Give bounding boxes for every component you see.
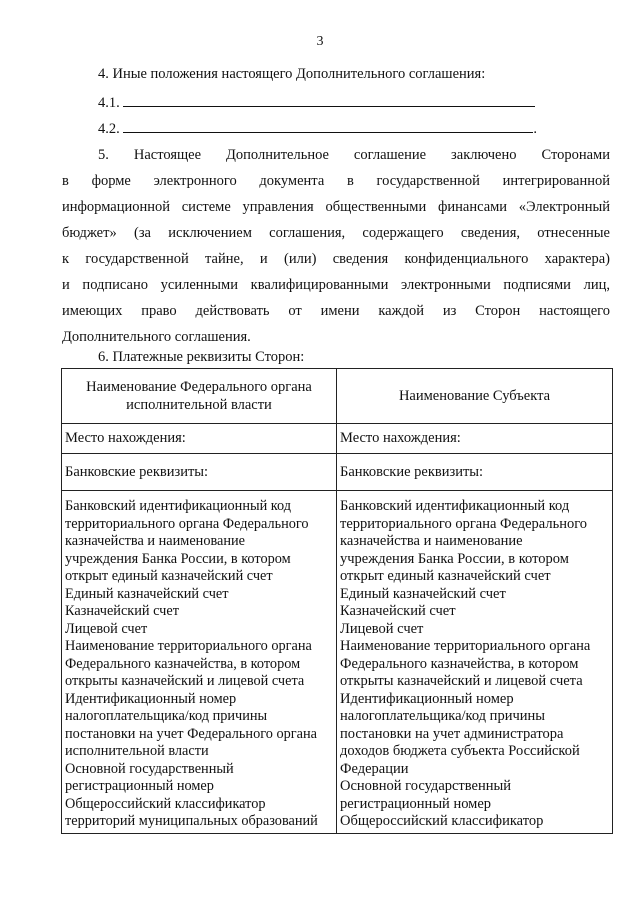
section-5-line: 5. Настоящее Дополнительное соглашение заключено Сторонами bbox=[98, 147, 610, 163]
requisite-line: Идентификационный номер bbox=[340, 690, 514, 707]
section-5-last-line: Дополнительного соглашения. bbox=[62, 329, 251, 345]
requisite-line: регистрационный номер bbox=[340, 795, 492, 812]
payment-details-table bbox=[61, 368, 613, 834]
requisite-line: исполнительной власти bbox=[65, 743, 209, 759]
requisite-line: открыты казначейский и лицевой счета bbox=[65, 673, 305, 689]
requisite-line: учреждения Банка России, в котором bbox=[65, 550, 291, 567]
section-4-1-blank bbox=[123, 92, 535, 107]
section-4-title: 4. Иные положения настоящего Дополнительного соглашения: bbox=[98, 66, 486, 82]
requisite-line: учреждения Банка России, в котором bbox=[340, 550, 569, 567]
section-4-2-row bbox=[98, 118, 537, 138]
requisite-line: Лицевой счет bbox=[340, 620, 424, 637]
requisite-line: Идентификационный номер bbox=[65, 690, 237, 707]
location-row bbox=[62, 424, 613, 454]
bank-details-row bbox=[62, 454, 613, 491]
section-5-line: информационной системе управления общественными финансами «Электронный bbox=[62, 199, 610, 215]
section-5-line: и подписано усиленными квалифицированными электронными подписями лиц, bbox=[62, 277, 610, 293]
section-5-line: к государственной тайне, и (или) сведения конфиденциального характера) bbox=[62, 251, 610, 267]
requisite-line: налогоплательщика/код причины bbox=[340, 708, 546, 724]
location-left: Место нахождения: bbox=[62, 424, 337, 454]
section-6-title: 6. Платежные реквизиты Сторон: bbox=[98, 349, 305, 365]
requisites-row bbox=[62, 491, 613, 834]
requisite-line: Единый казначейский счет bbox=[65, 585, 229, 602]
requisite-line: Общероссийский классификатор bbox=[340, 813, 544, 829]
header-federal-body: Наименование Федерального органа исполнительной власти bbox=[62, 369, 337, 424]
requisite-line: открыт единый казначейский счет bbox=[65, 568, 273, 584]
bank-details-right: Банковские реквизиты: bbox=[337, 454, 613, 491]
requisite-line: Основной государственный bbox=[65, 760, 234, 777]
bank-details-left: Банковские реквизиты: bbox=[62, 454, 337, 491]
requisite-line: Наименование территориального органа bbox=[340, 638, 591, 654]
requisite-line: Наименование территориального органа bbox=[65, 638, 312, 654]
requisites-right-cell bbox=[337, 491, 613, 834]
location-right: Место нахождения: bbox=[337, 424, 613, 454]
requisite-line: Казначейский счет bbox=[65, 603, 179, 619]
requisite-line: Федерации bbox=[340, 760, 409, 777]
requisite-line: Общероссийский классификатор bbox=[65, 795, 266, 812]
section-4-2-blank bbox=[123, 118, 533, 133]
requisite-line: открыт единый казначейский счет bbox=[340, 568, 551, 584]
requisite-line: открыты казначейский и лицевой счета bbox=[340, 673, 583, 689]
requisite-line: территориального органа Федерального bbox=[340, 515, 588, 532]
section-5-line: в форме электронного документа в государственной интегрированной bbox=[62, 173, 610, 189]
section-4-1-label: 4.1. bbox=[98, 95, 120, 111]
requisite-line: территориального органа Федерального bbox=[65, 515, 309, 532]
section-4-2-end: . bbox=[533, 121, 537, 137]
header-subject: Наименование Субъекта bbox=[337, 369, 613, 424]
requisite-line: Лицевой счет bbox=[65, 620, 148, 637]
section-5-line: имеющих право действовать от имени каждой из Сторон настоящего bbox=[62, 303, 610, 319]
section-4-2-label: 4.2. bbox=[98, 121, 120, 137]
requisite-line: Основной государственный bbox=[340, 778, 511, 794]
page-number: 3 bbox=[316, 34, 324, 49]
requisite-line: налогоплательщика/код причины bbox=[65, 708, 268, 724]
section-4-1-row bbox=[98, 92, 535, 112]
requisite-line: Казначейский счет bbox=[340, 603, 456, 619]
requisite-line: постановки на учет администратора bbox=[340, 725, 564, 742]
requisite-line: постановки на учет Федерального органа bbox=[65, 725, 317, 742]
requisite-line: Банковский идентификационный код bbox=[340, 498, 570, 514]
requisite-line: доходов бюджета субъекта Российской bbox=[340, 743, 580, 759]
requisite-line: Банковский идентификационный код bbox=[65, 498, 292, 514]
requisite-line: Федерального казначейства, в котором bbox=[65, 655, 301, 672]
requisites-left-cell bbox=[62, 491, 337, 834]
table-header-row bbox=[62, 369, 613, 424]
requisite-line: территорий муниципальных образований bbox=[65, 813, 318, 829]
requisite-line: Федерального казначейства, в котором bbox=[340, 655, 579, 672]
requisite-line: регистрационный номер bbox=[65, 778, 214, 794]
requisite-line: казначейства и наименование bbox=[65, 533, 246, 549]
requisite-line: казначейства и наименование bbox=[340, 533, 523, 549]
section-5-line: бюджет» (за исключением соглашения, содержащего сведения, отнесенные bbox=[62, 225, 610, 241]
requisite-line: Единый казначейский счет bbox=[340, 585, 506, 602]
